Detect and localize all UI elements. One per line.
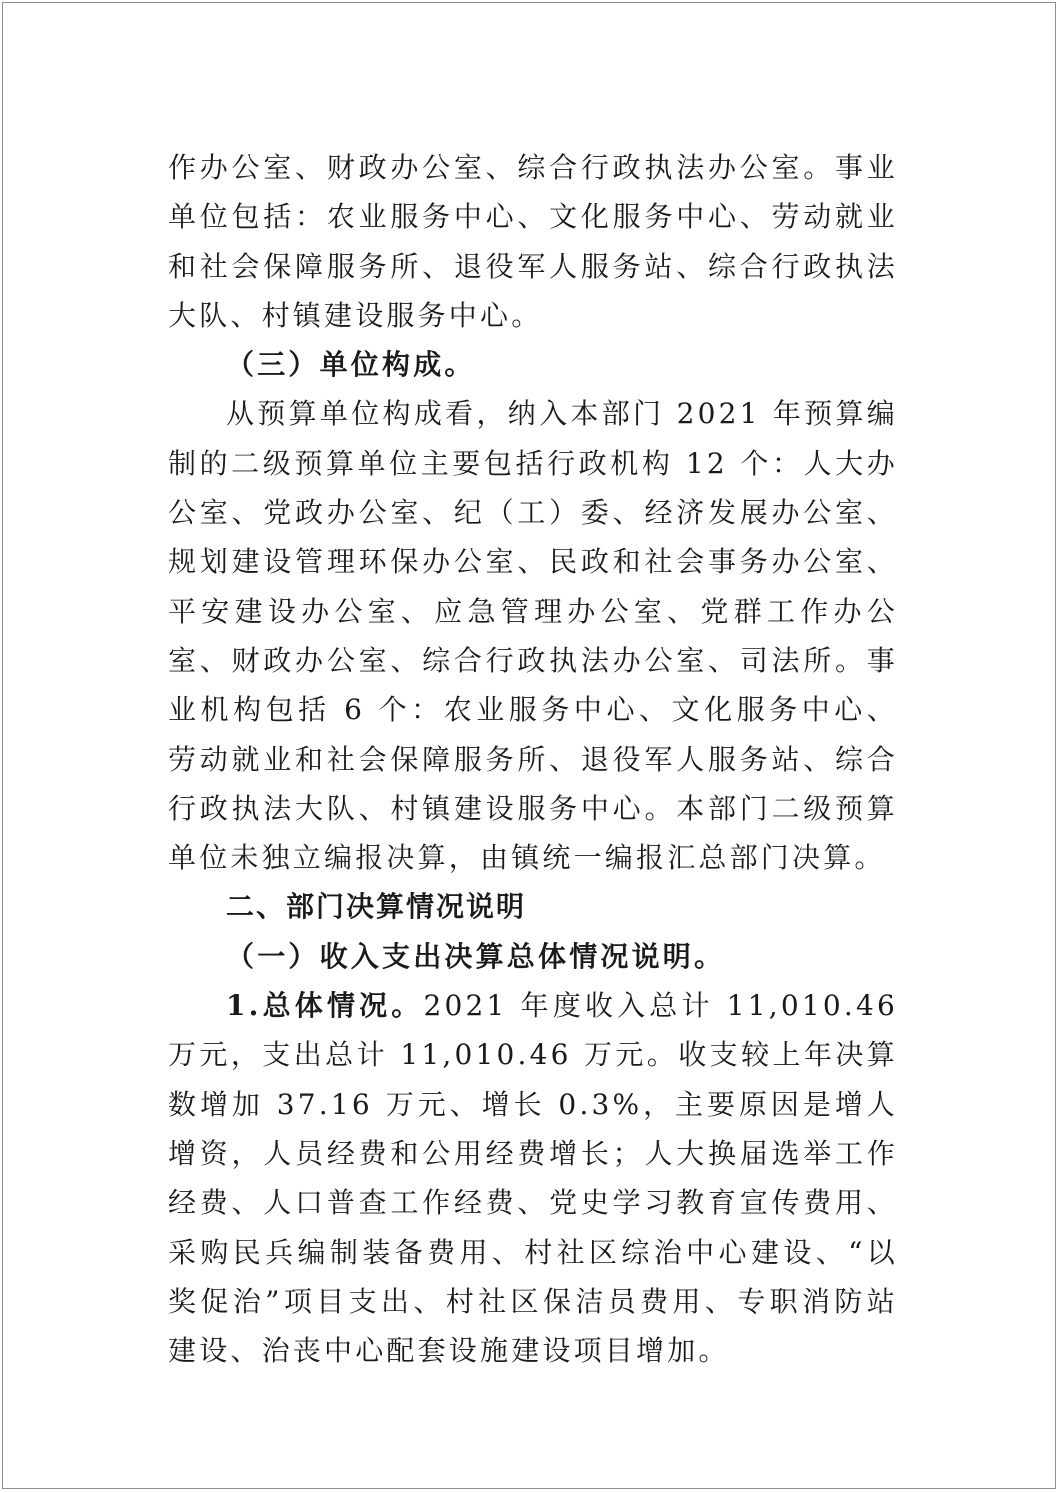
- document-body: [168, 143, 898, 1375]
- paragraph-budget-units: 从预算单位构成看，纳入本部门 2021 年预算编制的二级预算单位主要包括行政机构 12 个：人大办公室、党政办公室、纪（工）委、经济发展办公室、规划建设管理环保办公室、民政和社会事务办公室、平安建设办公室、应急管理办公室、党群工作办公室、财政办公室、综合行政执法办公室、司法所。事业机构包括 6 个：农业服务中心、文化服务中心、劳动就业和社会保障服务所、退役军人服务站、综合行政执法大队、村镇建设服务中心。本部门二级预算单位未独立编报决算，由镇统一编报汇总部门决算。: [168, 397, 898, 875]
- paragraph-overall: [168, 981, 898, 1375]
- heading-unit-composition: （三）单位构成。: [226, 348, 476, 382]
- document-page: [2, 2, 1056, 1489]
- overall-lead: 1.总体情况。: [226, 989, 424, 1023]
- heading-income-expense: （一）收入支出决算总体情况说明。: [226, 939, 726, 973]
- paragraph-office-list: 作办公室、财政办公室、综合行政执法办公室。事业单位包括：农业服务中心、文化服务中心、劳动就业和社会保障服务所、退役军人服务站、综合行政执法大队、村镇建设服务中心。: [168, 151, 898, 332]
- heading-section-2: 二、部门决算情况说明: [226, 890, 527, 924]
- overall-body: 2021 年度收入总计 11,010.46 万元，支出总计 11,010.46 万元。收支较上年决算数增加 37.16 万元、增长 0.3%，主要原因是增人增资，人员经费和公用经费增长；人大换届选举工作经费、人口普查工作经费、党史学习教育宣传费用、采购民兵编制装备费用、村社区综治中心建设、“以奖促治”项目支出、村社区保洁员费用、专职消防站建设、治丧中心配套设施建设项目增加。: [168, 989, 898, 1368]
